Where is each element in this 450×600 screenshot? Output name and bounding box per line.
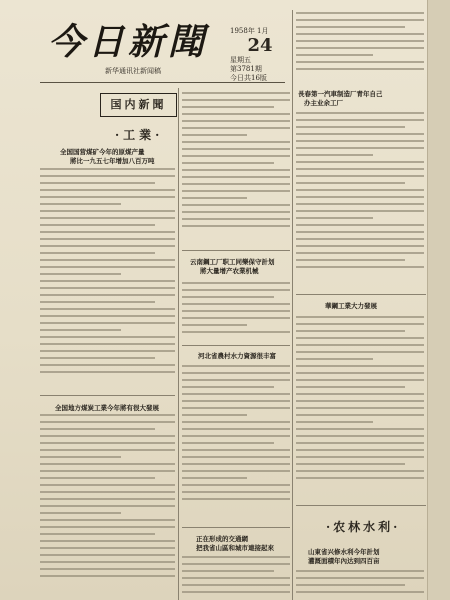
headline-local-coal: 全国地方煤炭工業今年將有很大發展 xyxy=(55,404,159,412)
article-body-transport xyxy=(182,556,290,600)
article-separator xyxy=(182,345,290,346)
headline-steel: 華鋼工業大力發展 xyxy=(325,302,377,310)
agency-line: 新华通讯社新闻稿 xyxy=(105,67,161,75)
article-separator xyxy=(296,505,426,506)
headline-transport: 正在形成的交通網 把我省山區和城市連接起來 xyxy=(196,535,274,552)
issue-day: 24 xyxy=(247,35,273,56)
headline-water: 山東省兴修水利今年計划 灌溉面積年內达到四百亩 xyxy=(308,548,380,565)
headline-coal: 全国国营煤矿今年的原煤产量 將比一九五七年增加八百万吨 xyxy=(60,148,155,165)
section-domestic: 国内新聞 xyxy=(100,93,177,117)
headline-yunnan: 云南鋼工厂职工同樂保守計划 將大量增产农業机械 xyxy=(190,258,275,275)
headline-changchun: 長春第一汽車制造厂青年自己 办主业余工厂 xyxy=(298,90,383,107)
issue-number: 第3781期 xyxy=(230,65,262,73)
article-body-coal xyxy=(40,168,175,392)
issue-pages: 今日共16版 xyxy=(230,74,267,82)
masthead-rule xyxy=(40,82,285,83)
issue-date: 1958年 1月 xyxy=(230,27,269,35)
masthead-title: 今日新聞 xyxy=(48,21,209,63)
column-divider xyxy=(178,88,179,600)
article-body-top-middle xyxy=(182,92,290,247)
article-body-yunnan xyxy=(182,282,290,342)
article-body-top-right xyxy=(296,12,424,84)
article-body-water xyxy=(296,570,424,600)
section-agriculture: ·农林水利· xyxy=(326,520,401,534)
article-separator xyxy=(182,527,290,528)
article-body-local-coal xyxy=(40,414,175,600)
article-body-steel xyxy=(296,316,424,502)
article-separator xyxy=(182,250,290,251)
issue-info xyxy=(230,27,290,82)
article-body-changchun xyxy=(296,112,424,292)
section-industry: ·工業· xyxy=(115,128,164,142)
headline-hebei: 河北省農村水力資源很丰富 xyxy=(198,352,276,360)
issue-weekday: 星期五 xyxy=(230,56,251,64)
article-separator xyxy=(40,395,175,396)
column-divider xyxy=(292,10,293,600)
article-body-hebei xyxy=(182,365,290,525)
article-separator xyxy=(296,294,426,295)
underlying-page-edge xyxy=(427,0,450,600)
